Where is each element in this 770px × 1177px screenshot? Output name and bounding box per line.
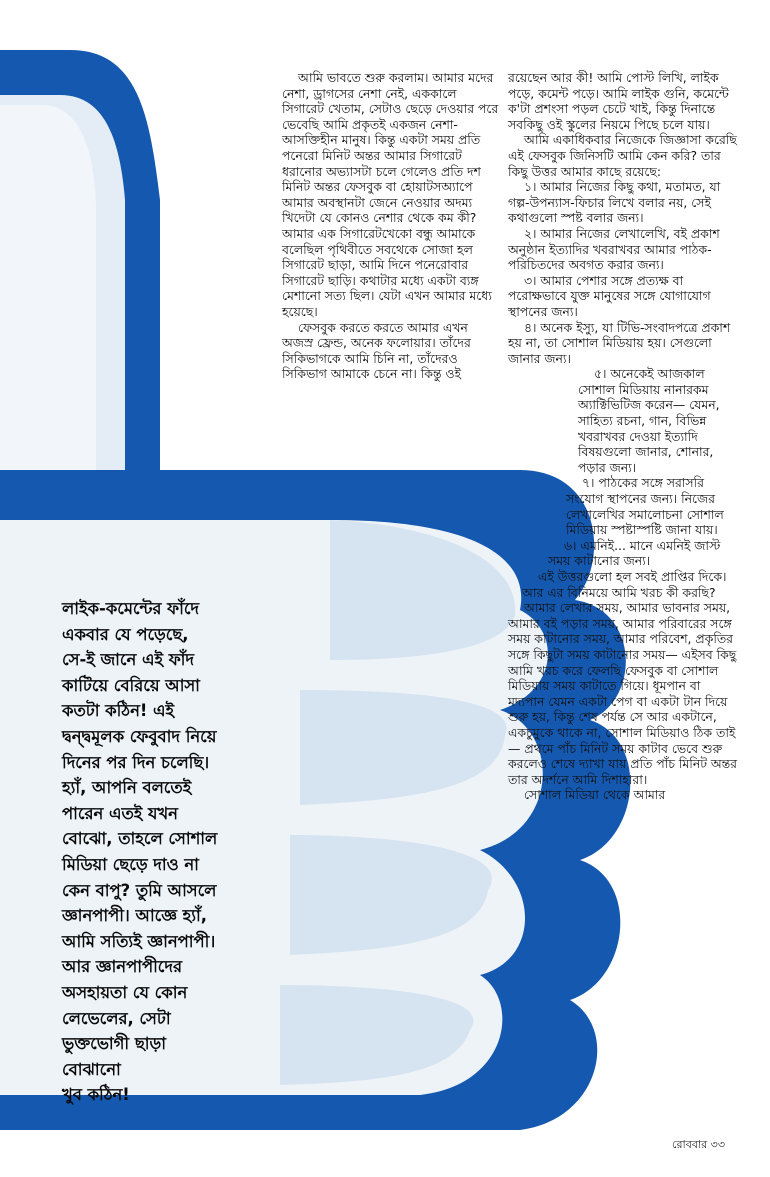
page-folio: রোববার ৩৩ (672, 1138, 725, 1151)
pull-quote-line: লেভেলের, সেটা (62, 1008, 171, 1028)
list-item: ৫। অনেকেই আজকাল সোশাল মিডিয়ায় নানারকম অ্যাক্টিভিটিজ করেন— যেমন, সাহিত্য রচনা, গান, বিভিন্ন খবরাখবর দেওয়া ইত্যাদি বিষয়গুলো জানার, শোনার, পড়ার জন্য। (578, 366, 720, 475)
pull-quote-line: কেন বাপু? তুমি আসলে (62, 880, 217, 900)
article-column-2 (508, 70, 740, 803)
pull-quote-line: দ্বন্দ্বমূলক ফেবুবাদ নিয়ে (62, 726, 217, 746)
pull-quote-line: জ্ঞানপাপী। আজ্ঞে হ্যাঁ, (62, 906, 207, 926)
pull-quote-line: দিনের পর দিন চলেছি। (62, 752, 210, 772)
paragraph: এই উত্তরগুলো হল সবই প্রাপ্তির দিকে। আর এর বিনিময়ে আমি খরচ কী করছি? (522, 569, 727, 600)
list-item: ১। আমার নিজের কিছু কথা, মতামত, যা গল্প-উপন্যাস-ফিচার লিখে বলার নয়, সেই কথাগুলো স্পষ্ট বলার জন্য। (508, 179, 721, 226)
list-item: ৪। অনেক ইস্যু, যা টিভি-সংবাদপত্রে প্রকাশ হয় না, তা সোশাল মিডিয়ায় হয়। সেগুলো জানার জন্য। (508, 319, 731, 366)
list-item: ৭। পাঠকের সঙ্গে সরাসরি সংযোগ স্থাপনের জন্য। নিজের লেখালেখির সমালোচনা সোশাল মিডিয়ায় স্পষ্টাস্পষ্টি জানা যায়। (566, 475, 724, 538)
paragraph: সোশাল মিডিয়া থেকে আমার (524, 787, 666, 803)
pull-quote-line: বোঝো, তাহলে সোশাল (62, 829, 218, 849)
pull-quote-line: কাটিয়ে বেরিয়ে আসা (62, 675, 200, 695)
pull-quote-line: কতটা কঠিন! এই (62, 701, 175, 721)
pull-quote-line: বোঝানো (62, 1059, 121, 1079)
list-item: ৬। এমনিই... মানে এমনিই জাস্ট সময় কাটানোর জন্য। (548, 537, 721, 569)
paragraph: আমি একাধিকবার নিজেকে জিজ্ঞাসা করেছি এই ফেসবুক জিনিসটি আমি কেন করি? তার কিছু উত্তর আমার কাছে রয়েছে: (508, 132, 737, 179)
pull-quote-line: আমি সত্যিই জ্ঞানপাপী। (62, 931, 216, 951)
pull-quote-line: সে-ই জানে এই ফাঁদ (62, 650, 195, 670)
article-column-1 (282, 70, 500, 382)
pull-quote-line: হ্যাঁ, আপনি বলতেই (62, 778, 192, 798)
pull-quote-line: লাইক-কমেন্টের ফাঁদে (62, 599, 200, 618)
pull-quote-line: পারেন এতই যখন (62, 803, 178, 823)
pull-quote-line: অসহায়তা যে কোন (62, 982, 188, 1002)
paragraph: ফেসবুক করতে করতে আমার এখন অজস্র ফ্রেন্ড, অনেক ফলোয়ার। তাঁদের সিকিভাগকে আমি চিনি না, তাঁদেরও সিকিভাগ আমাকে চেনে না। কিন্তু ওই (282, 319, 471, 382)
paragraph: রয়েছেন আর কী! আমি পোস্ট লিখি, লাইক পড়ে, কমেন্ট পড়ে। আমি লাইক গুনি, কমেন্টে ক'টা প্রশংসা পড়ল চেটে খাই, কিন্তু দিনান্তে সবকিছু ওই স্কুলের নিয়মে পিছে চলে যায়। (508, 70, 729, 132)
paragraph: আমার লেখার সময়, আমার ভাবনার সময়, আমার বই পড়ার সময়, আমার পরিবারের সঙ্গে সময় কাটানোর সময়, আমার পরিবেশ, প্রকৃতির সঙ্গে কিছুটা সময় কাটানোর সময়— এইসব কিছু আমি খরচ করে ফেলছি ফেসবুক বা সোশাল মিডিয়ায় সময় কাটাতে গিয়ে। ধূমপান বা মদ্যপান যেমন একটা পেগ বা একটা টান দিয়ে শুরু হয়, কিন্তু শেষ পর্যন্ত সে আর একটানে, একচুমুকে থাকে না, সোশাল মিডিয়াও ঠিক তাই— প্রথমে পাঁচ মিনিট সময় কাটাব ভেবে শুরু করলেও শেষে দ্যাখা যায় প্রতি পাঁচ মিনিট অন্তর তার অদর্শনে আমি দিশাহারা। (508, 600, 737, 787)
pull-quote-line: ভুক্তভোগী ছাড়া (62, 1034, 166, 1054)
pull-quote-line: খুব কঠিন! (62, 1085, 130, 1105)
paragraph: আমি ভাবতে শুরু করলাম। আমার মদের নেশা, ড্রাগসের নেশা নেই, এককালে সিগারেট খেতাম, সেটাও ছেড়ে দেওয়ার পরে ভেবেছি আমি প্রকৃতই একজন নেশা-আসক্তিহীন মানুষ। কিন্তু একটা সময় প্রতি পনেরো মিনিট অন্তর আমার সিগারেট ধরানোর অভ্যাসটা চলে গেলেও প্রতি দশ মিনিট অন্তর ফেসবুক বা হোয়াটসঅ্যাপে আমার অবস্থানটা জেনে নেওয়ার অদম্য খিদেটা যে কোনও নেশার থেকে কম কী? আমার এক সিগারেটখেকো বন্ধু আমাকে বলেছিল পৃথিবীতে সবথেকে সোজা হল সিগারেট ছাড়া, আমি দিনে পনেরোবার সিগারেট ছাড়ি। কথাটার মধ্যে একটা ব্যঙ্গ মেশানো সত্য ছিল। যেটা এখন আমার মধ্যে হয়েছে। (282, 70, 499, 319)
list-item: ২। আমার নিজের লেখালেখি, বই প্রকাশ অনুষ্ঠান ইত্যাদির খবরাখবর আমার পাঠক-পরিচিতদের অবগত করার জন্য। (508, 225, 720, 273)
pull-quote (62, 596, 252, 1108)
pull-quote-line: মিডিয়া ছেড়ে দাও না (62, 854, 199, 874)
pull-quote-line: আর জ্ঞানপাপীদের (62, 957, 182, 977)
list-item: ৩। আমার পেশার সঙ্গে প্রত্যক্ষ বা পরোক্ষভাবে যুক্ত মানুষের সঙ্গে যোগাযোগ স্থাপনের জন্য। (508, 272, 711, 319)
pull-quote-line: একবার যে পড়েছে, (62, 624, 189, 644)
